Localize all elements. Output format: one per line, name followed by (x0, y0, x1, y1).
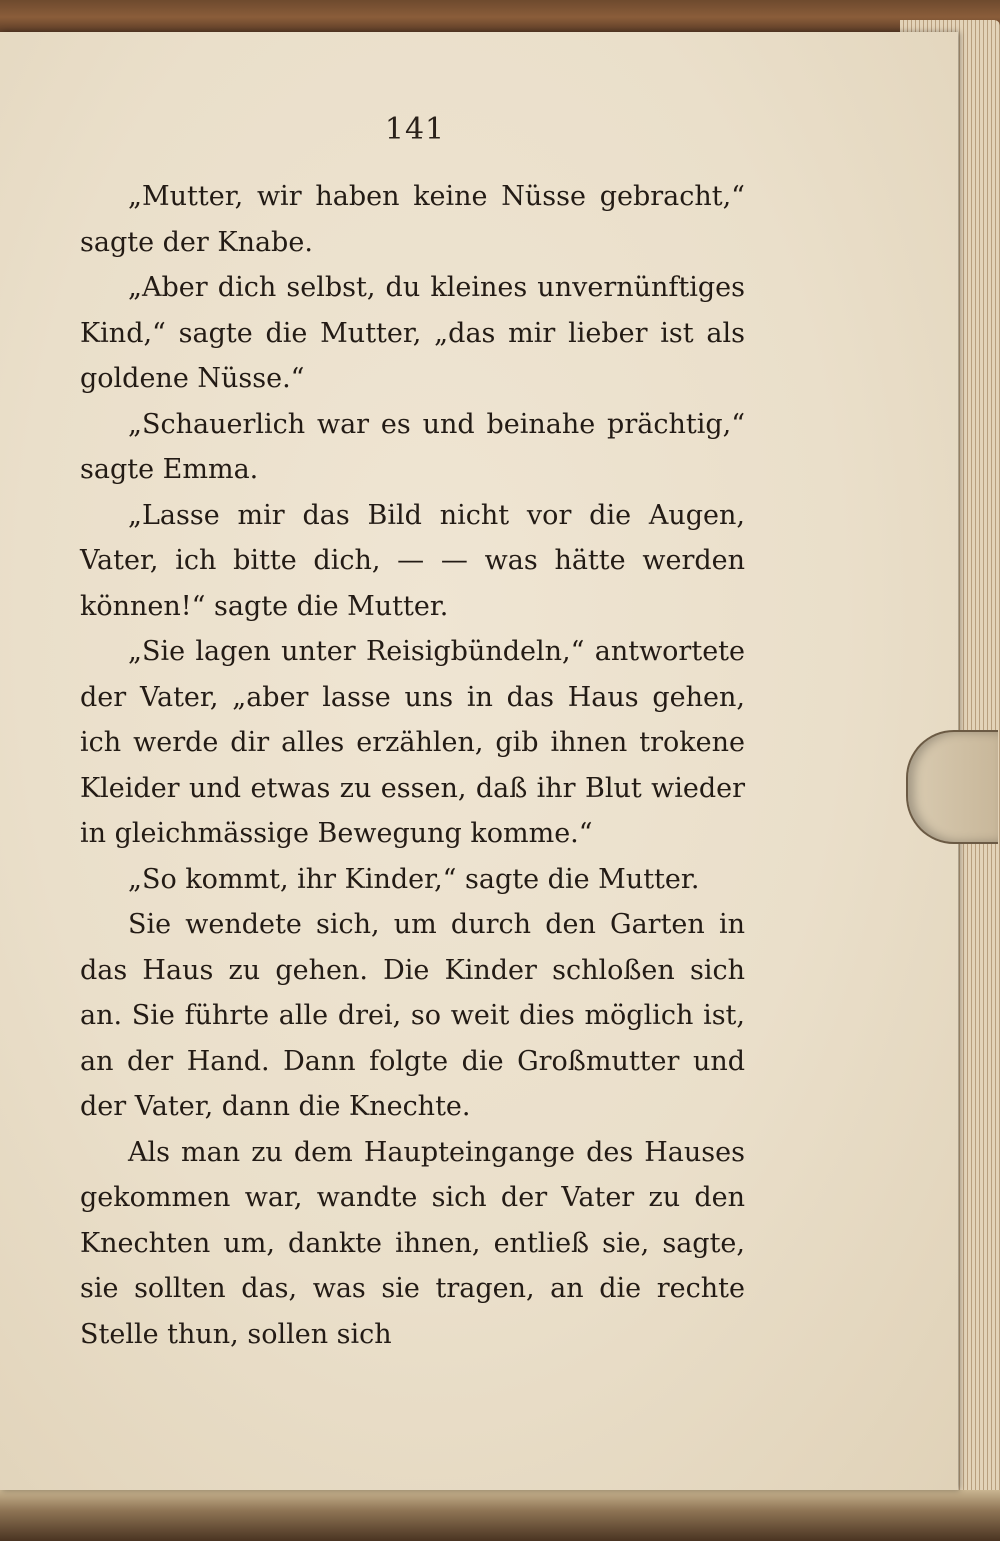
paragraph: „Lasse mir das Bild nicht vor die Augen, Vater, ich bitte dich, — — was hätte werden können!“ sagte die Mutter. (80, 499, 745, 622)
paragraph: Als man zu dem Haupteingange des Hauses gekommen war, wandte sich der Vater zu den Knechten um, dankte ihnen, entließ sie, sagte, sie sollten das, was sie tragen, an die rechte Stelle thun, sollen sich (80, 1136, 745, 1350)
paragraph: „Sie lagen unter Reisigbündeln,“ antwortete der Vater, „aber lasse uns in das Haus gehen, ich werde dir alles erzählen, gib ihnen trokene Kleider und etwas zu essen, daß ihr Blut wieder in gleichmässige Bewegung komme.“ (80, 636, 745, 849)
page-tab-clip (906, 730, 998, 844)
page-number: 141 (384, 112, 446, 147)
paragraph: „Mutter, wir haben keine Nüsse gebracht,“ sagte der Knabe. (80, 181, 745, 258)
book-page (0, 32, 958, 1490)
paragraph: „So kommt, ihr Kinder,“ sagte die Mutter. (128, 863, 700, 895)
paragraph: „Aber dich selbst, du kleines unvernünftiges Kind,“ sagte die Mutter, „das mir lieber ist als goldene Nüsse.“ (80, 272, 745, 394)
book-bottom-edge (0, 1490, 1000, 1541)
paragraph: „Schauerlich war es und beinahe prächtig,“ sagte Emma. (80, 408, 745, 485)
page-text (80, 174, 745, 1357)
paragraph: Sie wendete sich, um durch den Garten in das Haus zu gehen. Die Kinder schloßen sich an. Sie führte alle drei, so weit dies möglich ist, an der Hand. Dann folgte die Großmutter und der Vater, dann die Knechte. (80, 909, 745, 1122)
